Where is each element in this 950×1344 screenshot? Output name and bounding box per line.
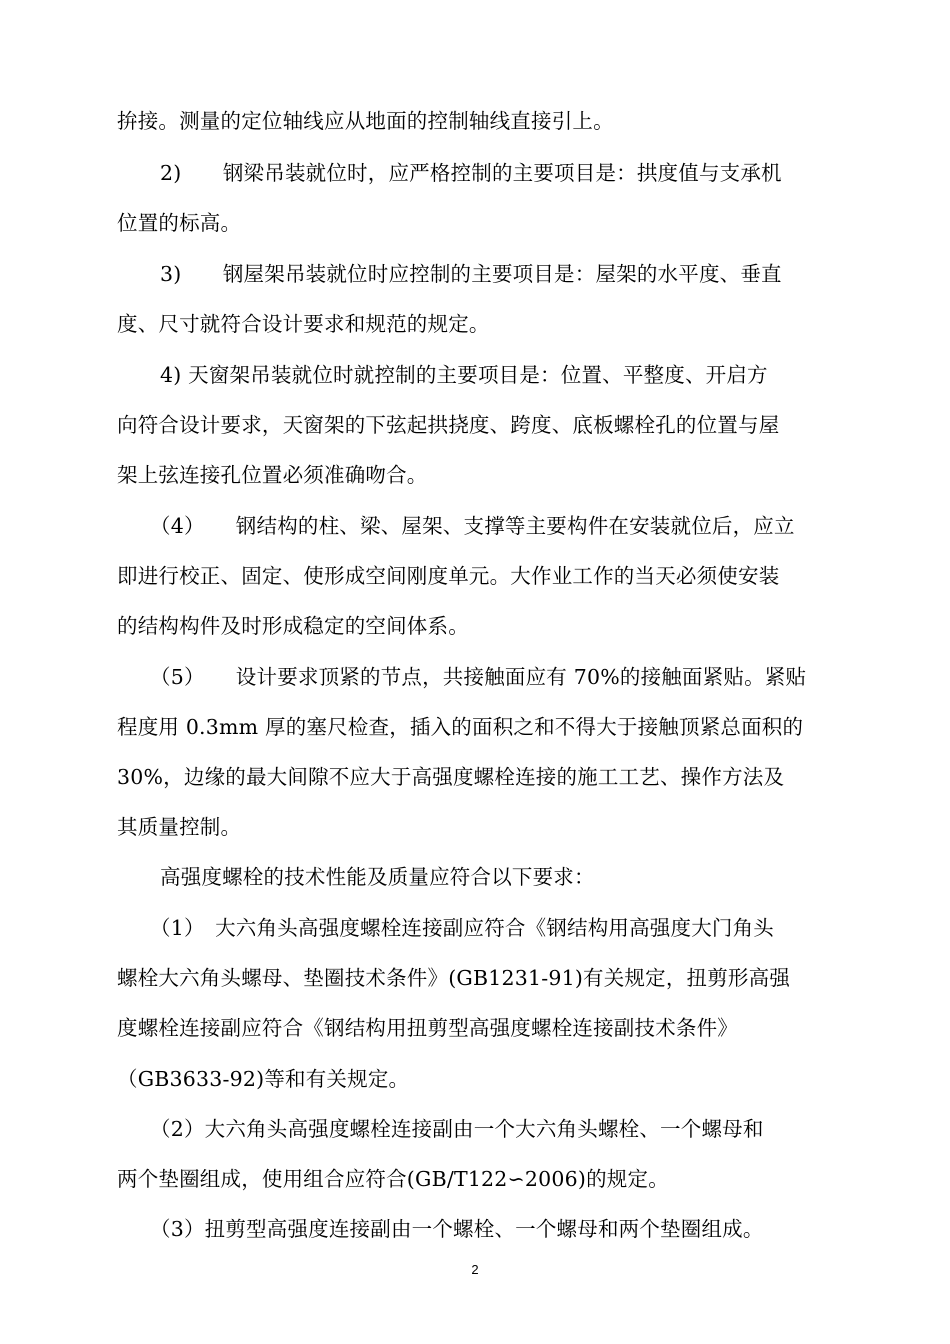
text-line: 螺栓大六角头螺母、垫圈技术条件》(GB1231-91)有关规定，扭剪形高强	[117, 966, 791, 990]
text-line: 高强度螺栓的技术性能及质量应符合以下要求：	[160, 865, 595, 889]
text-line: （3）扭剪型高强度连接副由一个螺栓、一个螺母和两个垫圈组成。	[150, 1217, 764, 1241]
text-line: 3) 钢屋架吊装就位时应控制的主要项目是：屋架的水平度、垂直	[160, 262, 782, 286]
text-line: （2）大六角头高强度螺栓连接副由一个大六角头螺栓、一个螺母和	[150, 1117, 764, 1141]
text-line: 拚接。测量的定位轴线应从地面的控制轴线直接引上。	[117, 109, 614, 133]
text-line: 架上弦连接孔位置必须准确吻合。	[117, 463, 428, 487]
text-line: 30%，边缘的最大间隙不应大于高强度螺栓连接的施工工艺、操作方法及	[117, 765, 785, 789]
text-line: 向符合设计要求，天窗架的下弦起拱挠度、跨度、底板螺栓孔的位置与屋	[117, 413, 780, 437]
page-number: 2	[471, 1262, 479, 1277]
text-line: 2) 钢梁吊装就位时，应严格控制的主要项目是：拱度值与支承机	[160, 161, 782, 185]
text-line: 位置的标高。	[117, 211, 242, 235]
text-line: 度、尺寸就符合设计要求和规范的规定。	[117, 312, 490, 336]
text-line: 程度用 0.3mm 厚的塞尺检查，插入的面积之和不得大于接触顶紧总面积的	[117, 715, 804, 739]
text-line: 其质量控制。	[117, 815, 242, 839]
text-line: 4) 天窗架吊装就位时就控制的主要项目是：位置、平整度、开启方	[160, 363, 768, 387]
text-line: 两个垫圈组成，使用组合应符合(GB/T122∽2006)的规定。	[117, 1167, 669, 1191]
text-line: （1） 大六角头高强度螺栓连接副应符合《钢结构用高强度大门角头	[150, 916, 774, 940]
text-line: 的结构构件及时形成稳定的空间体系。	[117, 614, 469, 638]
text-line: 度螺栓连接副应符合《钢结构用扭剪型高强度螺栓连接副技术条件》	[117, 1016, 738, 1040]
text-line: （4） 钢结构的柱、梁、屋架、支撑等主要构件在安装就位后，应立	[150, 514, 795, 538]
text-line: （5） 设计要求顶紧的节点，共接触面应有 70%的接触面紧贴。紧贴	[150, 665, 807, 689]
text-line: （GB3633-92)等和有关规定。	[117, 1067, 410, 1091]
text-line: 即进行校正、固定、使形成空间刚度单元。大作业工作的当天必须使安装	[117, 564, 780, 588]
